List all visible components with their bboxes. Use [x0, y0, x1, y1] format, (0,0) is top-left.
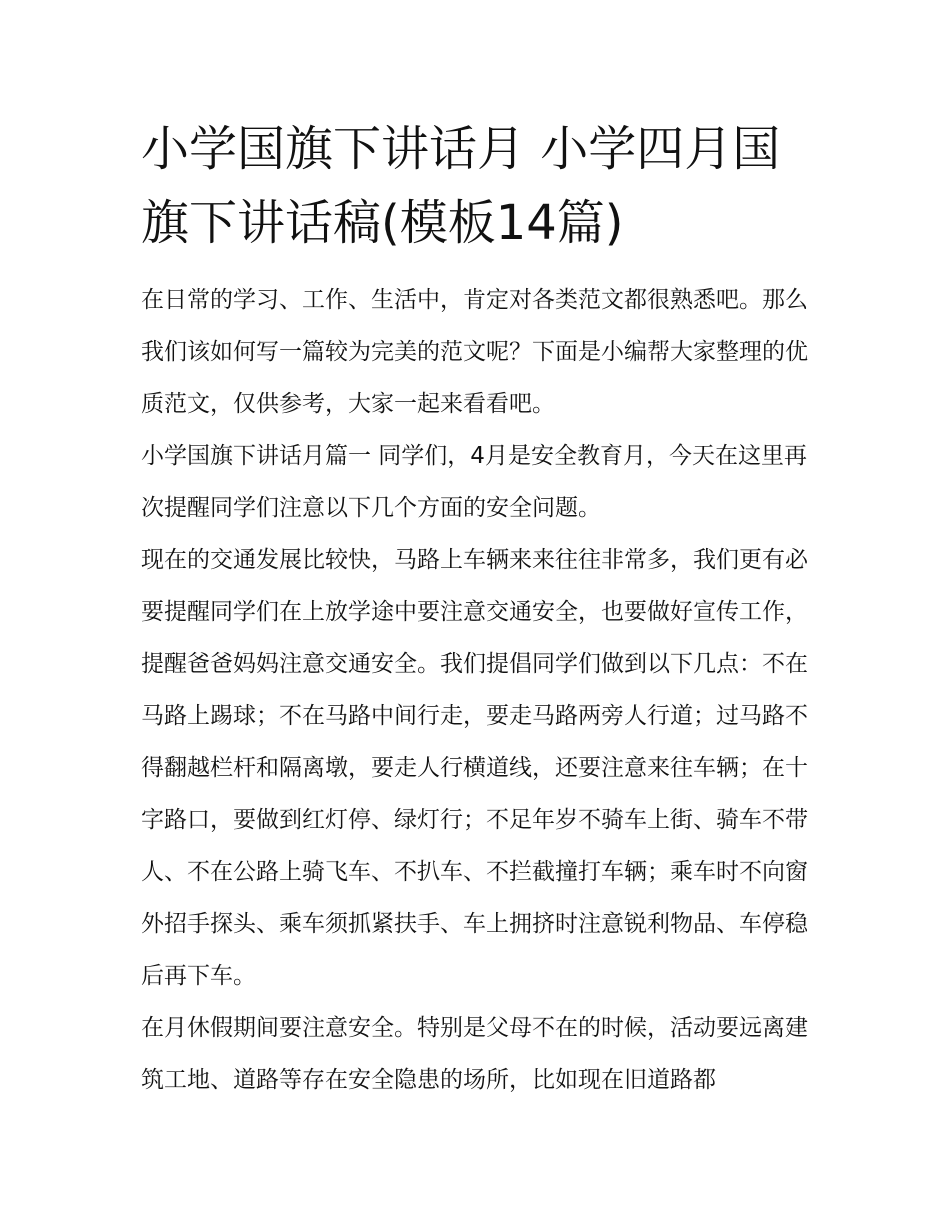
traffic-safety-paragraph: 现在的交通发展比较快，马路上车辆来来往往非常多，我们更有必要提醒同学们在上放学途中要注意交通安全，也要做好宣传工作，提醒爸爸妈妈注意交通安全。我们提倡同学们做到以下几点：不在马路上踢球；不在马路中间行走，要走马路两旁人行道；过马路不得翻越栏杆和隔离墩，要走人行横道线，还要注意来往车辆；在十字路口，要做到红灯停、绿灯行；不足年岁不骑车上街、骑车不带人、不在公路上骑飞车、不扒车、不拦截撞打车辆；乘车时不向窗外招手探头、乘车须抓紧扶手、车上拥挤时注意锐利物品、车停稳后再下车。	[141, 547, 808, 989]
document-title: 小学国旗下讲话月 小学四月国旗下讲话稿(模板14篇)	[141, 121, 781, 251]
holiday-safety-paragraph: 在月休假期间要注意安全。特别是父母不在的时候，活动要远离建筑工地、道路等存在安全隐患的场所，比如现在旧道路都	[141, 1015, 808, 1093]
document-page	[141, 112, 813, 1106]
intro-paragraph: 在日常的学习、工作、生活中，肯定对各类范文都很熟悉吧。那么我们该如何写一篇较为完美的范文呢？下面是小编帮大家整理的优质范文，仅供参考，大家一起来看看吧。	[141, 287, 808, 417]
speech-opening-paragraph: 小学国旗下讲话月篇一 同学们，4月是安全教育月，今天在这里再次提醒同学们注意以下几个方面的安全问题。	[141, 443, 807, 521]
